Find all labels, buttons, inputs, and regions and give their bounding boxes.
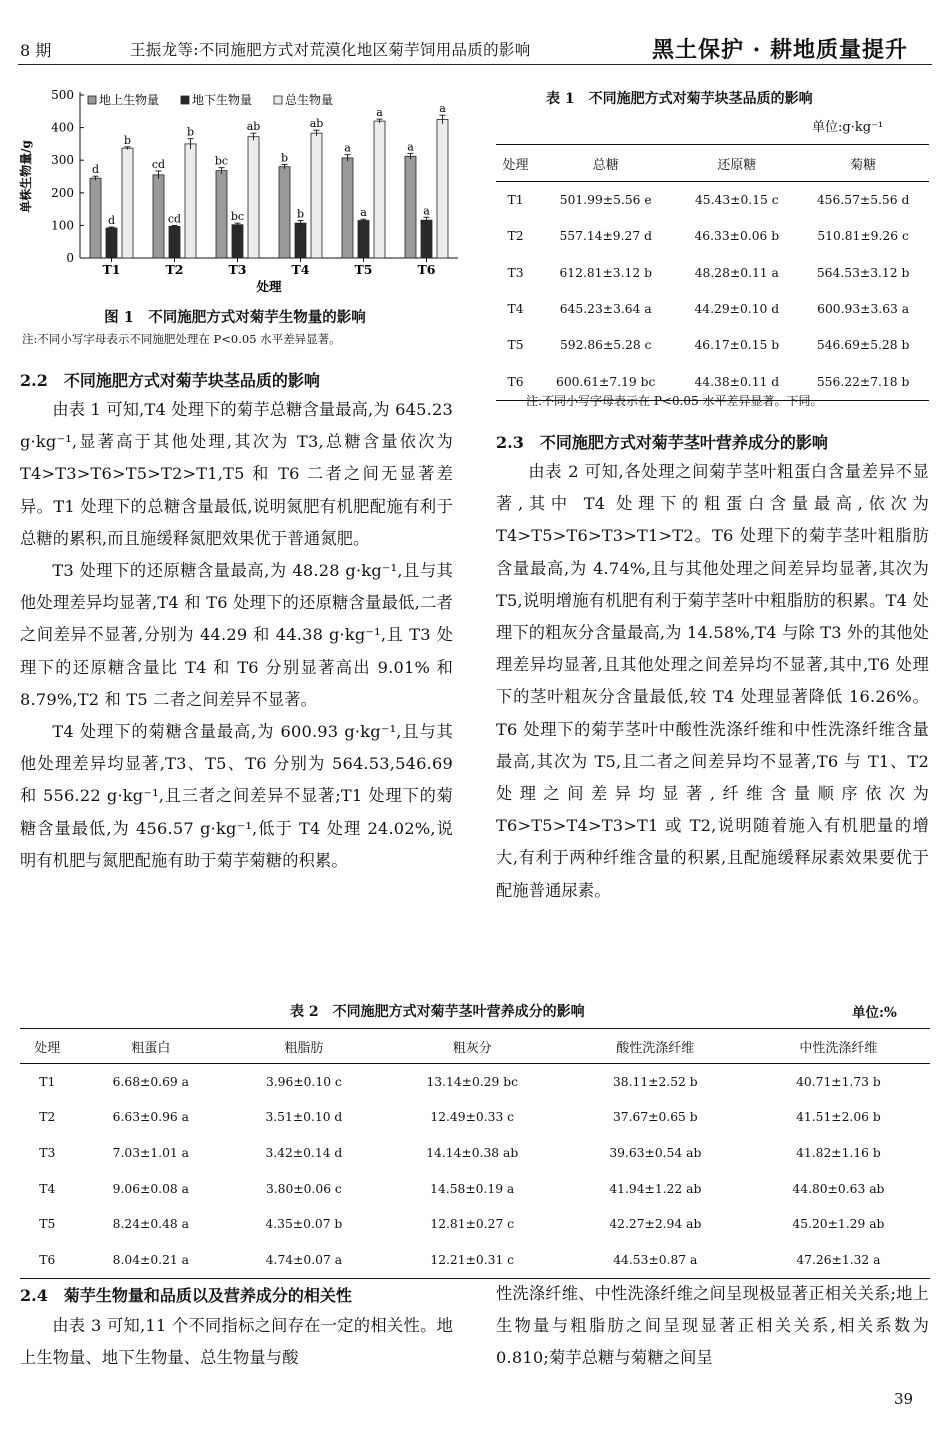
column-header: 粗蛋白 [75,1029,228,1064]
table-cell: 48.28±0.11 a [694,265,779,280]
column-header: 粗灰分 [381,1029,564,1064]
table-row [20,1206,930,1242]
table-cell: T3 [39,1145,56,1160]
significance-letter: b [280,151,289,165]
bar [122,148,133,258]
legend-swatch [274,96,282,104]
legend-label: 地上生物量 [99,93,160,107]
paragraph: 性洗涤纤维、中性洗涤纤维之间呈现极显著正相关关系;地上生物量与粗脂肪之间呈现显著正相关关系,相关系数为 0.810;菊芋总糖与菊糖之间呈 [496,1284,929,1368]
table-cell: 557.14±9.27 d [559,229,652,244]
table-cell: 44.53±0.87 a [564,1242,747,1278]
y-tick-label: 0 [66,251,74,265]
table-cell: 12.81±0.27 c [430,1217,515,1232]
bar [437,119,448,258]
table-cell: 14.58±0.19 a [430,1181,515,1196]
significance-letter: cd [151,157,166,171]
bar [185,144,196,258]
table-cell: 12.21±0.31 c [381,1242,564,1278]
table1 [496,144,929,401]
biomass-bar-chart [18,80,470,295]
issue-number: 8 期 [20,41,52,60]
table-cell: T4 [39,1181,56,1196]
x-tick-label: T5 [354,262,373,277]
bar [295,223,306,258]
bar [342,158,353,258]
table-row [496,291,929,327]
x-tick-label: T3 [228,262,247,277]
section-2-3-heading: 2.3 不同施肥方式对菊芋茎叶营养成分的影响 [496,433,828,452]
table-cell: 12.49±0.33 c [430,1110,515,1125]
bar [405,156,416,258]
column-header: 酸性洗涤纤维 [564,1029,747,1064]
figure-caption: 图 1 不同施肥方式对菊芋生物量的影响 [104,309,366,326]
table-cell: 8.04±0.21 a [75,1242,228,1278]
table-cell: T2 [39,1110,56,1125]
column-header: 菊糖 [797,145,929,182]
table-cell: 41.82±1.16 b [796,1145,881,1160]
table-cell: 42.27±2.94 ab [609,1217,702,1232]
significance-letter: a [344,141,351,155]
table-cell: 6.68±0.69 a [112,1074,189,1089]
significance-letter: a [360,206,367,220]
page-number: 39 [894,1390,914,1408]
y-tick-label: 200 [51,185,74,200]
significance-letter: bc [230,210,245,224]
table-cell: T4 [507,302,524,317]
table-cell: 510.81±9.26 c [817,229,909,244]
y-tick-label: 300 [51,153,74,168]
x-tick-label: T2 [165,262,184,277]
table-row [496,218,929,254]
table-cell: 47.26±1.32 a [747,1242,930,1278]
table1-caption: 表 1 不同施肥方式对菊芋块茎品质的影响 [546,91,813,107]
table-cell: 44.29±0.10 d [694,302,780,317]
bar [153,175,164,258]
table-cell: 645.23±3.64 a [559,302,652,317]
table-cell: 44.38±0.11 d [676,363,797,400]
table-cell: 14.14±0.38 ab [426,1145,519,1160]
x-tick-label: T1 [102,262,121,277]
column-header: 还原糖 [676,145,797,182]
column-header: 粗脂肪 [227,1029,381,1064]
section-2-2-heading: 2.2 不同施肥方式对菊芋块茎品质的影响 [20,371,320,390]
table2-unit: 单位:% [852,1005,897,1021]
significance-letter: a [407,140,414,154]
significance-letter: b [186,125,195,139]
x-axis-label: 处理 [256,279,282,294]
bar [106,228,117,258]
table-cell: 38.11±2.52 b [612,1074,698,1089]
bar [358,221,369,258]
table-cell: 45.43±0.15 c [694,193,779,208]
table-cell: 4.35±0.07 b [265,1217,343,1232]
table-row [20,1064,930,1100]
table-cell: 612.81±3.12 b [559,265,652,280]
table1-note: 注:不同小写字母表示在 P<0.05 水平差异显著。下同。 [526,394,823,408]
x-tick-label: T6 [417,262,436,277]
table-cell: 556.22±7.18 b [797,363,929,400]
column-header: 处理 [496,145,535,182]
bar [216,171,227,258]
table2-caption: 表 2 不同施肥方式对菊芋茎叶营养成分的影响 [290,1004,585,1020]
significance-letter: b [123,133,132,147]
table-cell: T1 [507,193,524,208]
bar [311,133,322,258]
table-cell: 9.06±0.08 a [112,1181,189,1196]
paragraph: T4 处理下的菊糖含量最高,为 600.93 g·kg⁻¹,且与其他处理差异均显著,T3、T5、T6 分别为 564.53,546.69 和 556.22 g·kg⁻¹,且三者之间差异不显著;T1 处理下的菊糖含量最低,为 456.57 g·kg⁻¹,低于 T4 处理 24.02%,说明有机肥与氮肥配施有助于菊芋菊糖的积累。 [20,722,453,870]
table-cell: 13.14±0.29 bc [426,1074,518,1089]
table-cell: 3.42±0.14 d [265,1145,343,1160]
table-row [496,255,929,291]
table-row [496,182,929,219]
legend-label: 地下生物量 [192,93,253,107]
table-cell: 3.80±0.06 c [265,1181,342,1196]
table-cell: 6.63±0.96 a [112,1110,189,1125]
running-title: 王振龙等:不同施肥方式对荒漠化地区菊芋饲用品质的影响 [130,41,531,59]
paragraph: 由表 1 可知,T4 处理下的菊芋总糖含量最高,为 645.23 g·kg⁻¹,显著高于其他处理,其次为 T3,总糖含量依次为 T4>T3>T6>T5>T2>T1,T5 和 T6 二者之间无显著差异。T1 处理下的总糖含量最低,说明氮肥有机肥配施有利于总糖的累积,而且施缓释氮肥效果优于普通氮肥。 [20,400,453,548]
y-tick-label: 100 [51,218,74,233]
table2 [20,1028,930,1279]
significance-letter: ab [309,117,324,131]
table-cell: 46.17±0.15 b [694,338,780,353]
significance-letter: cd [167,212,182,226]
header-rule [18,64,932,65]
bar [248,137,259,258]
section-2-4-heading: 2.4 菊芋生物量和品质以及营养成分的相关性 [20,1286,352,1305]
table-row [496,327,929,363]
significance-letter: a [376,106,383,120]
y-tick-label: 400 [51,120,74,135]
table-cell: 592.86±5.28 c [559,338,652,353]
bar [169,226,180,258]
table-cell: T5 [39,1217,56,1232]
table-row [20,1242,930,1278]
significance-letter: ab [246,120,261,134]
paragraph: 由表 3 可知,11 个不同指标之间存在一定的相关性。地上生物量、地下生物量、总生物量与酸 [20,1316,453,1368]
section-2-4-body-right [496,1278,929,1375]
table-cell: 44.80±0.63 ab [792,1181,885,1196]
table-cell: T3 [507,265,524,280]
table-cell: T6 [496,363,535,400]
legend-label: 总生物量 [285,93,334,107]
significance-letter: bc [214,154,229,168]
bar [421,220,432,258]
bar [232,225,243,258]
legend-swatch [88,96,96,104]
table-cell: 45.20±1.29 ab [792,1217,885,1232]
column-header: 处理 [20,1029,75,1064]
significance-letter: a [439,102,446,116]
table-cell: 3.96±0.10 c [265,1074,342,1089]
table-cell: 40.71±1.73 b [796,1074,881,1089]
figure-note: 注:不同小写字母表示不同施肥处理在 P<0.05 水平差异显著。 [22,332,341,346]
bar [374,121,385,258]
table-cell: 456.57±5.56 d [816,193,910,208]
legend-swatch [181,96,189,104]
section-2-3-body [496,456,929,907]
table-row [20,1135,930,1171]
table-cell: T1 [39,1074,56,1089]
table-row [20,1171,930,1207]
section-2-2-body [20,394,453,877]
y-tick-label: 500 [51,88,74,102]
significance-letter: b [296,207,305,221]
table-cell: 37.67±0.65 b [612,1110,698,1125]
table-row [20,1100,930,1136]
table-cell: 46.33±0.06 b [694,229,780,244]
table-cell: 4.74±0.07 a [227,1242,381,1278]
table-cell: 600.93±3.63 a [817,302,910,317]
significance-letter: d [107,214,116,228]
table-cell: 546.69±5.28 b [816,338,910,353]
bar [279,167,290,258]
table-cell: 564.53±3.12 b [816,265,910,280]
table-cell: T5 [507,338,524,353]
table-cell: 3.51±0.10 d [265,1110,343,1125]
column-header: 中性洗涤纤维 [747,1029,930,1064]
table-cell: 41.94±1.22 ab [609,1181,702,1196]
significance-letter: d [91,163,100,177]
table-cell: 600.61±7.19 bc [535,363,676,400]
table-cell: 501.99±5.56 e [559,193,652,208]
table-cell: 41.51±2.06 b [796,1110,881,1125]
table-cell: 8.24±0.48 a [112,1217,189,1232]
bar [90,178,101,258]
table-cell: 7.03±1.01 a [112,1145,189,1160]
section-2-4-body-left [20,1310,453,1374]
paragraph: T3 处理下的还原糖含量最高,为 48.28 g·kg⁻¹,且与其他处理差异均显著,T4 和 T6 处理下的还原糖含量最低,二者之间差异不显著,分别为 44.29 和 44.38 g·kg⁻¹,且 T3 处理下的还原糖含量比 T4 和 T6 分别显著高出 9.01% 和 8.79%,T2 和 T5 二者之间差异不显著。 [20,561,453,709]
table-cell: T6 [20,1242,75,1278]
significance-letter: a [423,204,430,218]
section-banner: 黑土保护 · 耕地质量提升 [652,37,908,63]
paragraph: 由表 2 可知,各处理之间菊芋茎叶粗蛋白含量差异不显著,其中 T4 处理下的粗蛋白含量最高,依次为 T4>T5>T6>T3>T1>T2。T6 处理下的菊芋茎叶粗脂肪含量最高,为 4.74%,且与其他处理之间差异均显著,其次为 T5,说明增施有机肥有利于菊芋茎叶中粗脂肪的积累。T4 处理下的粗灰分含量最高,为 14.58%,T4 与除 T3 外的其他处理差异均显著,且其他处理之间差异均不显著,其中,T6 处理下的茎叶粗灰分含量最低,较 T4 处理显著降低 16.26%。T6 处理下的菊芋茎叶中酸性洗涤纤维和中性洗涤纤维含量最高,其次为 T5,且二者之间差异均不显著,T6 与 T1、T2 处理之间差异均显著,纤维含量顺序依次为 T6>T5>T4>T3>T1 或 T2,说明随着施入有机肥量的增大,有利于两种纤维含量的积累,且配施缓释尿素效果要优于配施普通尿素。 [496,462,929,900]
table1-unit: 单位:g·kg⁻¹ [812,120,884,135]
table-cell: T2 [507,229,524,244]
table-cell: 39.63±0.54 ab [609,1145,702,1160]
y-axis-label: 单株生物量/g [19,140,33,213]
column-header: 总糖 [535,145,676,182]
x-tick-label: T4 [291,262,310,277]
